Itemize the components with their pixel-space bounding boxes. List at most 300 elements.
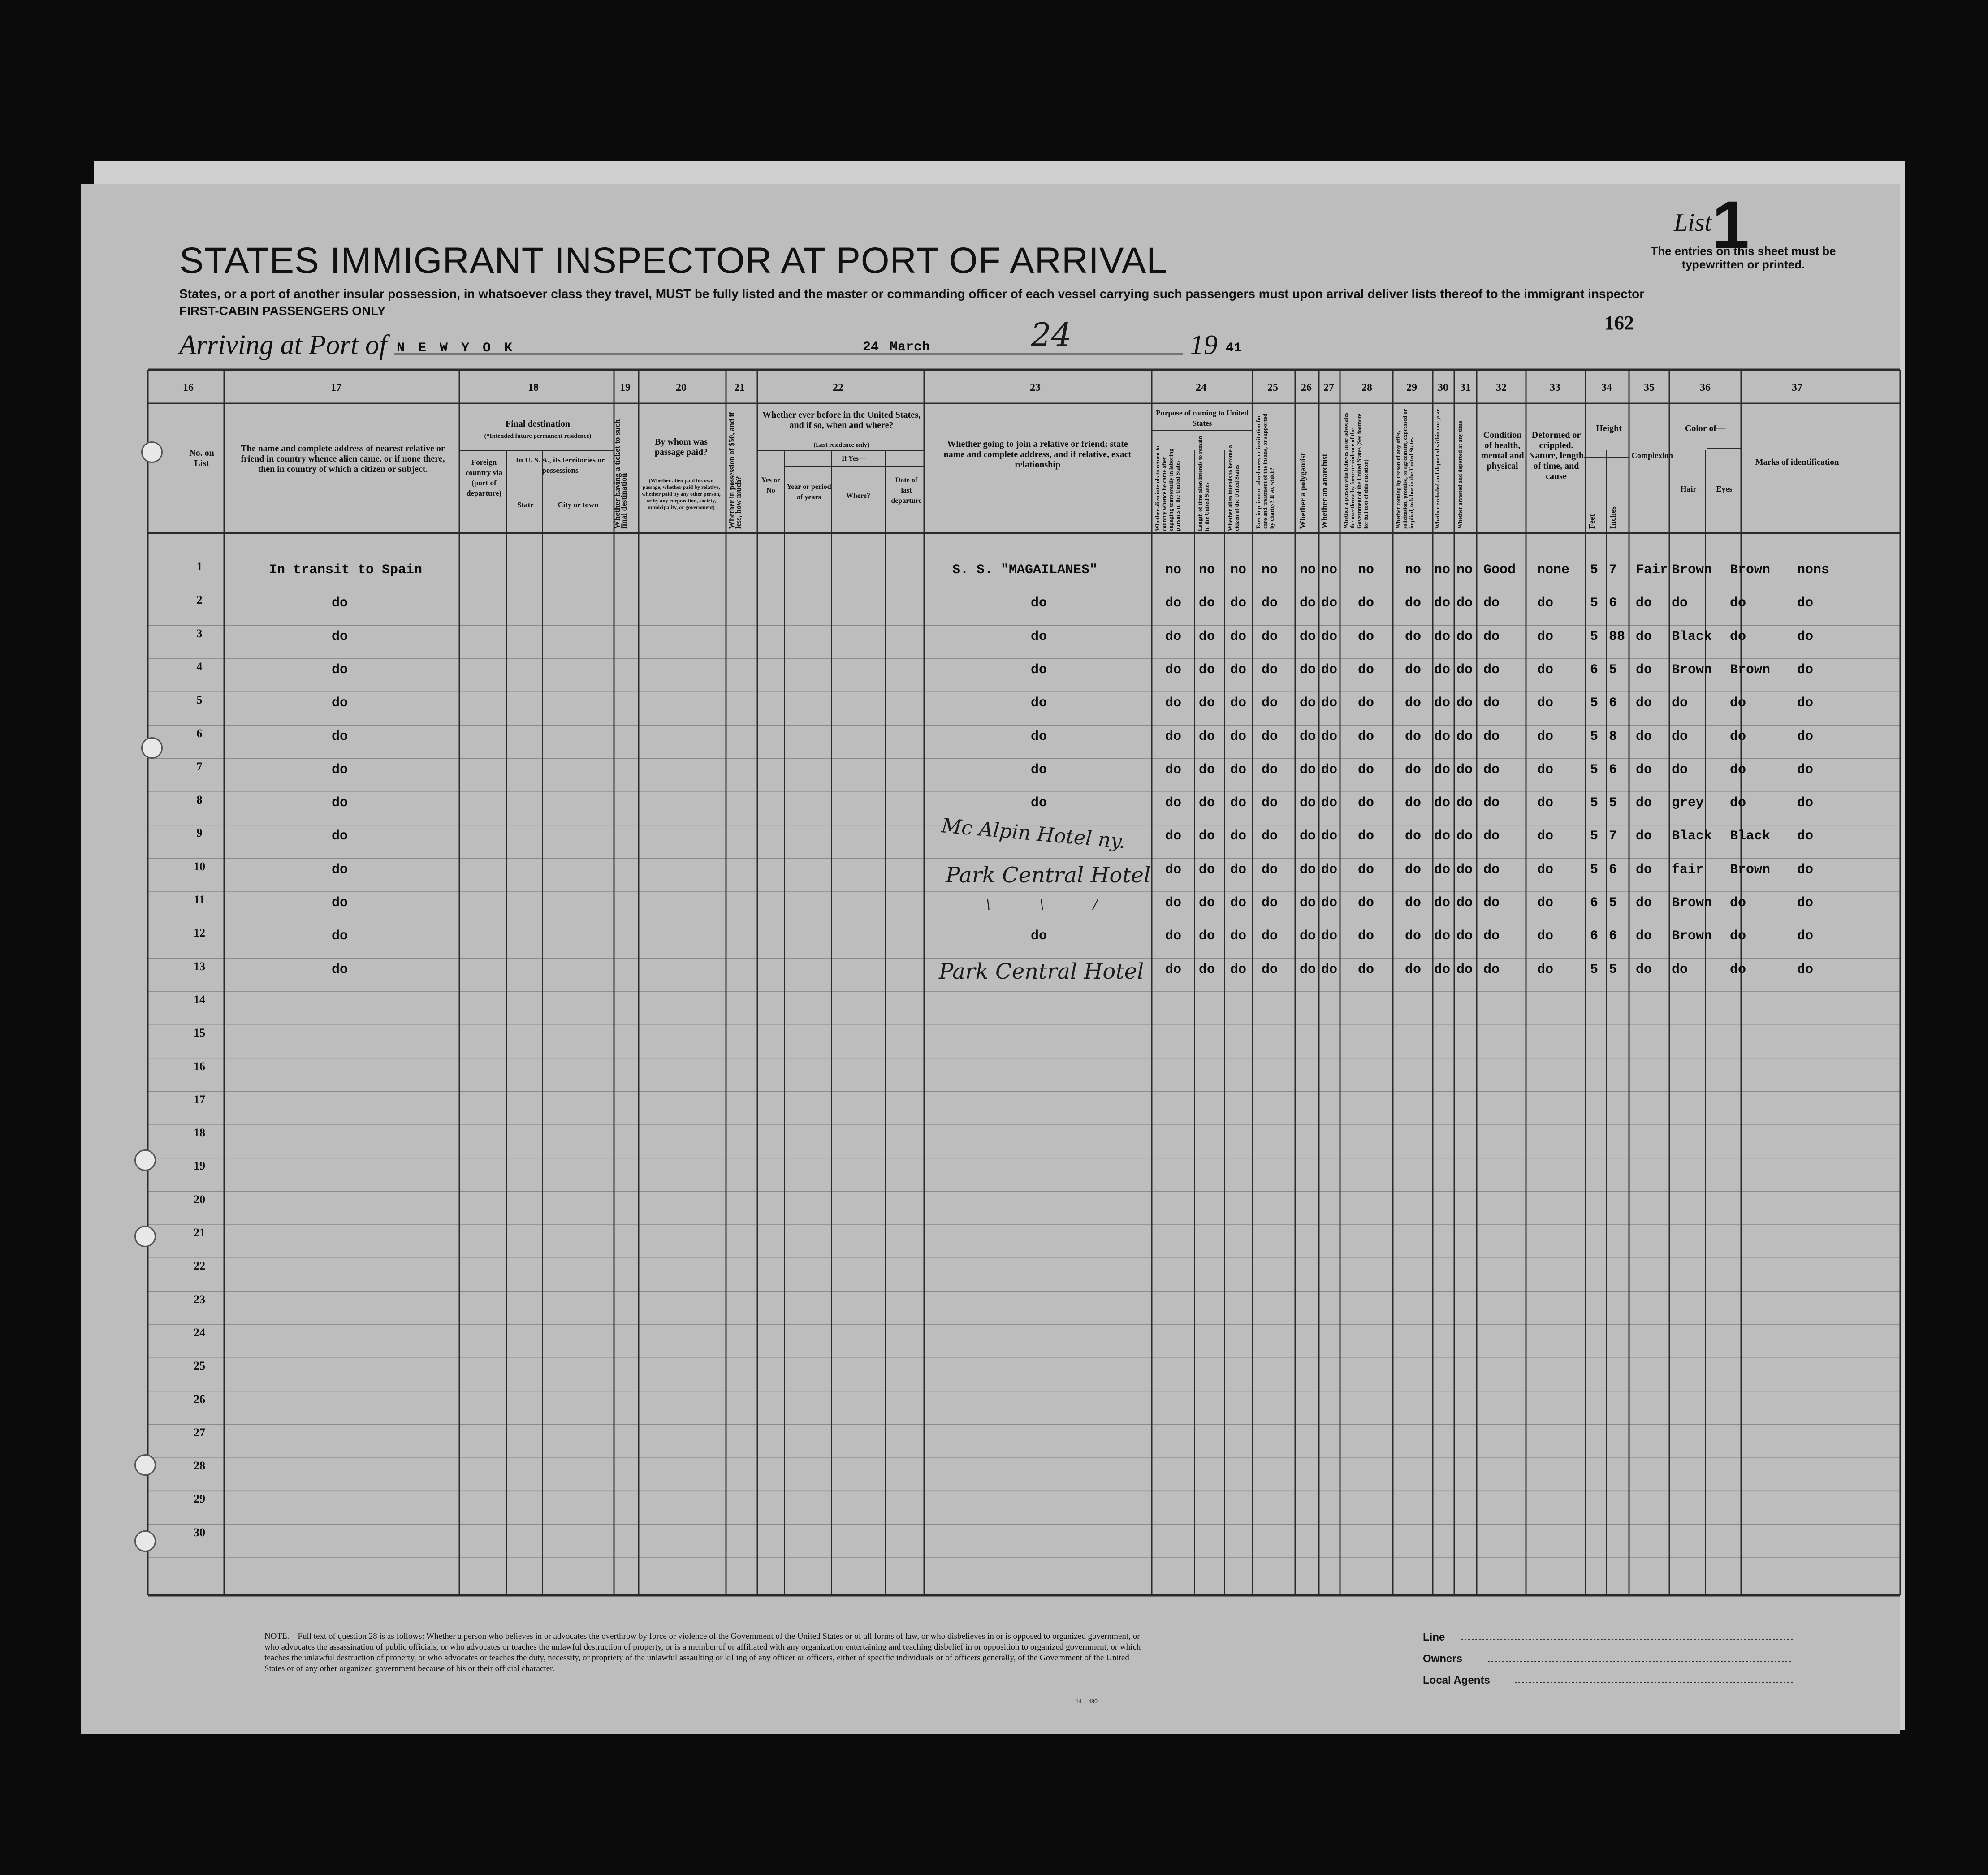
row-number: 21	[194, 1226, 205, 1239]
yes-no-cell: do	[1434, 895, 1451, 911]
yes-no-cell: do	[1230, 596, 1247, 611]
binding-hole	[141, 441, 163, 463]
header-passage-paid-sub: (Whether alien paid his own passage, whether paid by relative, whether paid by any other person, or by any corporation, society, municipality, or government)	[642, 477, 721, 510]
height-inches-cell: 7	[1609, 829, 1617, 844]
list-label: List	[1674, 209, 1712, 237]
height-inches-cell: 5	[1609, 895, 1617, 911]
yes-no-cell: do	[1300, 662, 1316, 678]
eye-color-cell: do	[1730, 596, 1746, 611]
health-cell: do	[1483, 929, 1500, 944]
height-feet-cell: 5	[1590, 795, 1599, 811]
join-relative-cell: do	[1031, 929, 1047, 944]
yes-no-cell: do	[1434, 962, 1451, 977]
yes-no-cell: do	[1456, 795, 1473, 811]
eye-color-cell: do	[1730, 629, 1746, 644]
relative-address-cell: do	[332, 862, 348, 877]
yes-no-cell: do	[1321, 596, 1338, 611]
yes-no-cell: do	[1434, 862, 1451, 877]
yes-no-cell: do	[1434, 662, 1451, 678]
yes-no-cell: do	[1230, 729, 1247, 744]
relative-address-cell: In transit to Spain	[269, 562, 423, 578]
yes-no-cell: do	[1456, 929, 1473, 944]
join-relative-cell: do	[1031, 729, 1047, 744]
handwriting-row11: \ \ /	[986, 896, 1120, 912]
header-color: Color of—	[1685, 423, 1726, 433]
yes-no-cell: do	[1199, 729, 1215, 744]
row-number: 19	[194, 1159, 205, 1173]
yes-no-cell: do	[1230, 895, 1247, 911]
yes-no-cell: do	[1321, 629, 1338, 644]
health-cell: do	[1483, 829, 1500, 844]
column-number: 29	[1406, 382, 1417, 393]
column-number: 21	[734, 382, 745, 393]
column-number: 20	[676, 382, 687, 393]
page-title: STATES IMMIGRANT INSPECTOR AT PORT OF ARRIVAL	[179, 240, 1167, 281]
header-relative-address: The name and complete address of nearest relative or friend in country whence alien came, or if none there, then in country of which a citizen or subject.	[241, 444, 445, 474]
complexion-cell: do	[1636, 629, 1652, 644]
yes-no-cell: do	[1165, 929, 1182, 944]
row-number: 4	[196, 660, 203, 673]
column-number: 32	[1496, 382, 1507, 393]
hair-color-cell: Brown	[1672, 662, 1712, 678]
hair-color-cell: grey	[1672, 795, 1704, 811]
yes-no-cell: do	[1199, 762, 1215, 778]
height-feet-cell: 5	[1590, 862, 1599, 877]
yes-no-cell: do	[1199, 829, 1215, 844]
yes-no-cell: do	[1230, 795, 1247, 811]
height-inches-cell: 6	[1609, 762, 1617, 778]
hair-color-cell: do	[1672, 729, 1688, 744]
deformed-cell: do	[1537, 729, 1554, 744]
row-number: 8	[196, 793, 203, 807]
health-cell: do	[1483, 862, 1500, 877]
height-feet-cell: 6	[1590, 662, 1599, 678]
row-number: 29	[194, 1492, 205, 1506]
yes-no-cell: do	[1262, 795, 1278, 811]
yes-no-cell: do	[1434, 929, 1451, 944]
footer-rules	[1448, 1638, 1797, 1687]
row-number: 27	[194, 1426, 205, 1439]
join-relative-cell: S. S. "MAGAILANES"	[952, 562, 1098, 578]
hair-color-cell: do	[1672, 962, 1688, 977]
yes-no-cell: do	[1230, 762, 1247, 778]
height-inches-cell: 6	[1609, 929, 1617, 944]
yes-no-cell: do	[1230, 829, 1247, 844]
yes-no-cell: do	[1262, 895, 1278, 911]
row-number: 9	[196, 826, 203, 840]
day-written: 24	[1031, 316, 1072, 354]
row-number: 5	[196, 693, 203, 707]
yes-no-cell: do	[1434, 629, 1451, 644]
yes-no-cell: do	[1358, 929, 1374, 944]
yes-no-cell: do	[1456, 762, 1473, 778]
header-ticket: Whether having a ticket to such final destination	[613, 419, 628, 529]
yes-no-cell: do	[1262, 829, 1278, 844]
year-suffix: 41	[1226, 341, 1242, 356]
form-code: 14—480	[1076, 1698, 1098, 1705]
header-hair: Hair	[1680, 484, 1697, 493]
relative-address-cell: do	[332, 829, 348, 844]
hair-color-cell: do	[1672, 762, 1688, 778]
join-relative-cell: do	[1031, 762, 1047, 778]
yes-no-cell: do	[1321, 795, 1338, 811]
yes-no-cell: no	[1358, 562, 1374, 578]
height-feet-cell: 6	[1590, 929, 1599, 944]
identification-marks-cell: do	[1797, 862, 1814, 877]
yes-no-cell: do	[1199, 662, 1215, 678]
height-feet-cell: 5	[1590, 629, 1599, 644]
height-feet-cell: 5	[1590, 829, 1599, 844]
column-number: 27	[1323, 382, 1334, 393]
yes-no-cell: do	[1358, 696, 1374, 711]
deformed-cell: do	[1537, 829, 1554, 844]
health-cell: do	[1483, 596, 1500, 611]
yes-no-cell: do	[1165, 662, 1182, 678]
yes-no-cell: no	[1405, 562, 1422, 578]
height-inches-cell: 8	[1609, 729, 1617, 744]
yes-no-cell: do	[1358, 795, 1374, 811]
health-cell: do	[1483, 662, 1500, 678]
hair-color-cell: Black	[1672, 829, 1712, 844]
yes-no-cell: do	[1456, 662, 1473, 678]
yes-no-cell: do	[1262, 662, 1278, 678]
complexion-cell: do	[1636, 829, 1652, 844]
yes-no-cell: do	[1165, 696, 1182, 711]
yes-no-cell: do	[1262, 929, 1278, 944]
row-number: 12	[194, 926, 205, 940]
passenger-class: FIRST-CABIN PASSENGERS ONLY	[179, 304, 386, 318]
complexion-cell: do	[1636, 662, 1652, 678]
handwriting-row9: Mc Alpin Hotel ny.	[940, 814, 1127, 853]
yes-no-cell: do	[1199, 962, 1215, 977]
month: March	[890, 340, 930, 355]
height-feet-cell: 5	[1590, 562, 1599, 578]
yes-no-cell: do	[1300, 729, 1316, 744]
yes-no-cell: no	[1321, 562, 1338, 578]
column-number: 30	[1438, 382, 1448, 393]
relative-address-cell: do	[332, 629, 348, 644]
yes-no-cell: do	[1300, 862, 1316, 877]
header-final-destination-sub: (*Intended future permanent residence)	[484, 433, 592, 440]
eye-color-cell: Brown	[1730, 662, 1771, 678]
intro-text: States, or a port of another insular possession, in whatsoever class they travel, MUST be fully listed and the master or commanding officer of each vessel carrying such passengers must upon arrival deliver lists thereof to the immigrant inspector	[179, 287, 1645, 301]
yes-no-cell: do	[1300, 829, 1316, 844]
eye-color-cell: do	[1730, 962, 1746, 977]
complexion-cell: do	[1636, 696, 1652, 711]
header-overthrow: Whether a person who believes in or advocates the overthrow by force or violence of the Government of the United States (See footnote for full text of this question)	[1342, 412, 1369, 529]
height-inches-cell: 5	[1609, 962, 1617, 977]
yes-no-cell: do	[1262, 629, 1278, 644]
day-typed: 24	[863, 340, 879, 355]
header-no-on-list: No. on List	[189, 448, 214, 468]
complexion-cell: do	[1636, 962, 1652, 977]
year-prefix: 19	[1190, 330, 1218, 360]
deformed-cell: do	[1537, 629, 1554, 644]
complexion-cell: do	[1636, 929, 1652, 944]
header-anarchist: Whether an anarchist	[1320, 454, 1329, 529]
hair-color-cell: Black	[1672, 629, 1712, 644]
deformed-cell: do	[1537, 962, 1554, 977]
yes-no-cell: do	[1199, 629, 1215, 644]
yes-no-cell: do	[1321, 862, 1338, 877]
header-foreign-country: Foreign country via (port of departure)	[465, 458, 503, 497]
identification-marks-cell: do	[1797, 929, 1814, 944]
binding-hole	[134, 1226, 156, 1247]
height-feet-cell: 6	[1590, 895, 1599, 911]
relative-address-cell: do	[332, 729, 348, 744]
header-length-stay: Length of time alien intends to remain in the United States	[1197, 436, 1210, 531]
hair-color-cell: do	[1672, 696, 1688, 711]
yes-no-cell: do	[1199, 696, 1215, 711]
height-inches-cell: 5	[1609, 795, 1617, 811]
height-inches-cell: 5	[1609, 662, 1617, 678]
deformed-cell: do	[1537, 596, 1554, 611]
row-number: 23	[194, 1292, 205, 1306]
column-number: 22	[833, 382, 843, 393]
header-in-usa: In U. S. A., its territories or possessions	[515, 456, 605, 475]
height-feet-cell: 5	[1590, 696, 1599, 711]
hair-color-cell: fair	[1672, 862, 1704, 877]
column-number: 35	[1644, 382, 1655, 393]
header-yes-no: Yes or No	[761, 476, 781, 494]
yes-no-cell: do	[1434, 729, 1451, 744]
yes-no-cell: do	[1434, 762, 1451, 778]
yes-no-cell: do	[1456, 696, 1473, 711]
row-number: 7	[196, 760, 203, 773]
yes-no-cell: do	[1456, 729, 1473, 744]
header-excluded: Whether excluded and deported within one year	[1434, 409, 1441, 529]
row-number: 2	[196, 593, 203, 607]
row-number: 1	[196, 560, 203, 573]
row-number: 20	[194, 1192, 205, 1206]
eye-color-cell: do	[1730, 762, 1746, 778]
yes-no-cell: do	[1405, 962, 1422, 977]
yes-no-cell: do	[1434, 829, 1451, 844]
health-cell: do	[1483, 729, 1500, 744]
yes-no-cell: do	[1321, 762, 1338, 778]
header-polygamist: Whether a polygamist	[1298, 453, 1307, 529]
yes-no-cell: do	[1456, 862, 1473, 877]
identification-marks-cell: do	[1797, 629, 1814, 644]
yes-no-cell: do	[1165, 729, 1182, 744]
row-number: 26	[194, 1392, 205, 1406]
eye-color-cell: do	[1730, 929, 1746, 944]
join-relative-cell: do	[1031, 795, 1047, 811]
yes-no-cell: do	[1358, 895, 1374, 911]
yes-no-cell: do	[1262, 596, 1278, 611]
row-number: 3	[196, 626, 203, 640]
eye-color-cell: Black	[1730, 829, 1771, 844]
eye-color-cell: do	[1730, 895, 1746, 911]
footnote: NOTE.—Full text of question 28 is as follows: Whether a person who believes in or advocates the overthrow by force or violence of the Government of the United States or of all forms of law, or who disbelieves in or is opposed to organized government, or who advocates the assassination of public officials, or who advocates or teaches the unlawful destruction of property, or is a member of or affiliated with any organization entertaining and teaching disbelief in or opposition to organized government, or which teaches the unlawful destruction of property, or who advocates or teaches the duty, necessity, or propriety of the unlawful assaulting or killing of any officer or officers, either of specific individuals or of officers generally, of the Government of the United States or of any other organized government because of his or their official character.	[264, 1632, 1141, 1673]
yes-no-cell: do	[1456, 962, 1473, 977]
identification-marks-cell: do	[1797, 662, 1814, 678]
header-marks: Marks of identification	[1755, 458, 1839, 467]
row-number: 17	[194, 1093, 205, 1106]
yes-no-cell: do	[1199, 862, 1215, 877]
yes-no-cell: do	[1300, 696, 1316, 711]
footer-owners-label: Owners	[1423, 1653, 1463, 1665]
header-city: City or town	[558, 501, 599, 509]
row-number: 14	[194, 993, 205, 1006]
row-number: 11	[194, 893, 205, 906]
row-number: 18	[194, 1126, 205, 1140]
relative-address-cell: do	[332, 962, 348, 977]
yes-no-cell: do	[1405, 895, 1422, 911]
header-final-destination: Final destination	[506, 419, 570, 429]
height-inches-cell: 7	[1609, 562, 1617, 578]
yes-no-cell: do	[1321, 829, 1338, 844]
row-number: 28	[194, 1459, 205, 1473]
yes-no-cell: do	[1456, 829, 1473, 844]
header-labor-offer: Whether coming by reason of any offer, solicitation, promise, or agreement, expressed or implied, to labor in the United States	[1395, 409, 1415, 529]
footer-line-label: Line	[1423, 1631, 1445, 1643]
yes-no-cell: do	[1199, 596, 1215, 611]
header-year: Year or period of years	[787, 483, 831, 501]
hair-color-cell: do	[1672, 596, 1688, 611]
identification-marks-cell: do	[1797, 729, 1814, 744]
header-inches: Inches	[1608, 506, 1617, 529]
yes-no-cell: do	[1405, 929, 1422, 944]
yes-no-cell: do	[1405, 696, 1422, 711]
health-cell: do	[1483, 629, 1500, 644]
column-number: 31	[1460, 382, 1471, 393]
relative-address-cell: do	[332, 762, 348, 778]
row-number: 22	[194, 1259, 205, 1273]
header-complexion: Complexion	[1631, 451, 1673, 460]
header-prison: Ever in prison or almshouse, or institution for care and treatment of the insane, or supported by charity? If so, which?	[1255, 413, 1275, 529]
relative-address-cell: do	[332, 596, 348, 611]
header-if-yes: If Yes—	[841, 455, 866, 462]
column-number: 37	[1792, 382, 1802, 393]
yes-no-cell: do	[1405, 829, 1422, 844]
row-number: 10	[194, 860, 205, 873]
yes-no-cell: do	[1230, 662, 1247, 678]
header-eyes: Eyes	[1716, 484, 1733, 493]
header-ever-in-us: Whether ever before in the United States, and if so, when and where?	[762, 410, 921, 430]
header-ever-in-us-sub: (Last residence only)	[813, 442, 869, 449]
header-intends-return: Whether alien intends to return to country whence he came after engaging temporarily in laboring pursuits in the United States	[1154, 446, 1181, 531]
column-number: 17	[331, 382, 341, 393]
identification-marks-cell: do	[1797, 596, 1814, 611]
join-relative-cell: do	[1031, 696, 1047, 711]
identification-marks-cell: do	[1797, 895, 1814, 911]
list-number: 1	[1712, 187, 1750, 262]
yes-no-cell: do	[1358, 962, 1374, 977]
yes-no-cell: do	[1321, 662, 1338, 678]
yes-no-cell: no	[1300, 562, 1316, 578]
row-number: 30	[194, 1525, 205, 1539]
header-join-relative: Whether going to join a relative or friend; state name and complete address, and if relative, exact relationship	[943, 439, 1132, 470]
height-feet-cell: 5	[1590, 596, 1599, 611]
join-relative-cell: do	[1031, 596, 1047, 611]
yes-no-cell: do	[1262, 729, 1278, 744]
deformed-cell: do	[1537, 762, 1554, 778]
yes-no-cell: do	[1358, 729, 1374, 744]
identification-marks-cell: do	[1797, 962, 1814, 977]
header-health: Condition of health, mental and physical	[1481, 430, 1524, 471]
page-number: 162	[1604, 312, 1634, 334]
port-name: N E W Y O K	[397, 341, 515, 356]
yes-no-cell: do	[1262, 696, 1278, 711]
yes-no-cell: do	[1456, 629, 1473, 644]
header-purpose: Purpose of coming to United States	[1156, 409, 1249, 428]
row-number: 15	[194, 1026, 205, 1040]
height-feet-cell: 5	[1590, 962, 1599, 977]
yes-no-cell: do	[1300, 596, 1316, 611]
handwriting-row10: Park Central Hotel	[946, 863, 1151, 888]
column-number: 34	[1601, 382, 1612, 393]
column-number: 19	[620, 382, 631, 393]
eye-color-cell: do	[1730, 795, 1746, 811]
yes-no-cell: do	[1199, 929, 1215, 944]
yes-no-cell: do	[1165, 829, 1182, 844]
header-passage-paid: By whom was passage paid?	[654, 437, 708, 457]
deformed-cell: do	[1537, 895, 1554, 911]
header-deformed: Deformed or crippled. Nature, length of time, and cause	[1529, 430, 1584, 481]
height-inches-cell: 6	[1609, 862, 1617, 877]
height-feet-cell: 5	[1590, 762, 1599, 778]
column-number: 33	[1550, 382, 1560, 393]
health-cell: do	[1483, 962, 1500, 977]
eye-color-cell: Brown	[1730, 862, 1771, 877]
yes-no-cell: do	[1405, 862, 1422, 877]
yes-no-cell: no	[1456, 562, 1473, 578]
header-feet: Feet	[1587, 514, 1596, 529]
yes-no-cell: do	[1165, 895, 1182, 911]
column-number: 18	[528, 382, 539, 393]
hair-color-cell: Brown	[1672, 929, 1712, 944]
height-inches-cell: 6	[1609, 596, 1617, 611]
relative-address-cell: do	[332, 696, 348, 711]
arriving-label: Arriving at Port of	[179, 330, 387, 360]
yes-no-cell: no	[1434, 562, 1451, 578]
deformed-cell: do	[1537, 862, 1554, 877]
footer-agents-label: Local Agents	[1423, 1674, 1490, 1686]
yes-no-cell: do	[1300, 929, 1316, 944]
yes-no-cell: do	[1300, 895, 1316, 911]
yes-no-cell: do	[1358, 829, 1374, 844]
yes-no-cell: do	[1405, 762, 1422, 778]
health-cell: do	[1483, 895, 1500, 911]
yes-no-cell: no	[1262, 562, 1278, 578]
relative-address-cell: do	[332, 895, 348, 911]
deformed-cell: do	[1537, 662, 1554, 678]
yes-no-cell: do	[1230, 929, 1247, 944]
yes-no-cell: do	[1321, 929, 1338, 944]
yes-no-cell: do	[1262, 862, 1278, 877]
binding-hole	[134, 1149, 156, 1171]
eye-color-cell: do	[1730, 729, 1746, 744]
yes-no-cell: do	[1321, 729, 1338, 744]
join-relative-cell: do	[1031, 662, 1047, 678]
deformed-cell: do	[1537, 696, 1554, 711]
yes-no-cell: do	[1434, 596, 1451, 611]
yes-no-cell: do	[1165, 596, 1182, 611]
health-cell: do	[1483, 762, 1500, 778]
eye-color-cell: do	[1730, 696, 1746, 711]
yes-no-cell: do	[1230, 862, 1247, 877]
health-cell: do	[1483, 696, 1500, 711]
column-number: 24	[1196, 382, 1206, 393]
yes-no-cell: do	[1456, 596, 1473, 611]
yes-no-cell: do	[1358, 662, 1374, 678]
identification-marks-cell: do	[1797, 762, 1814, 778]
complexion-cell: Fair	[1636, 562, 1668, 578]
deformed-cell: none	[1537, 562, 1570, 578]
yes-no-cell: do	[1300, 795, 1316, 811]
yes-no-cell: do	[1300, 962, 1316, 977]
